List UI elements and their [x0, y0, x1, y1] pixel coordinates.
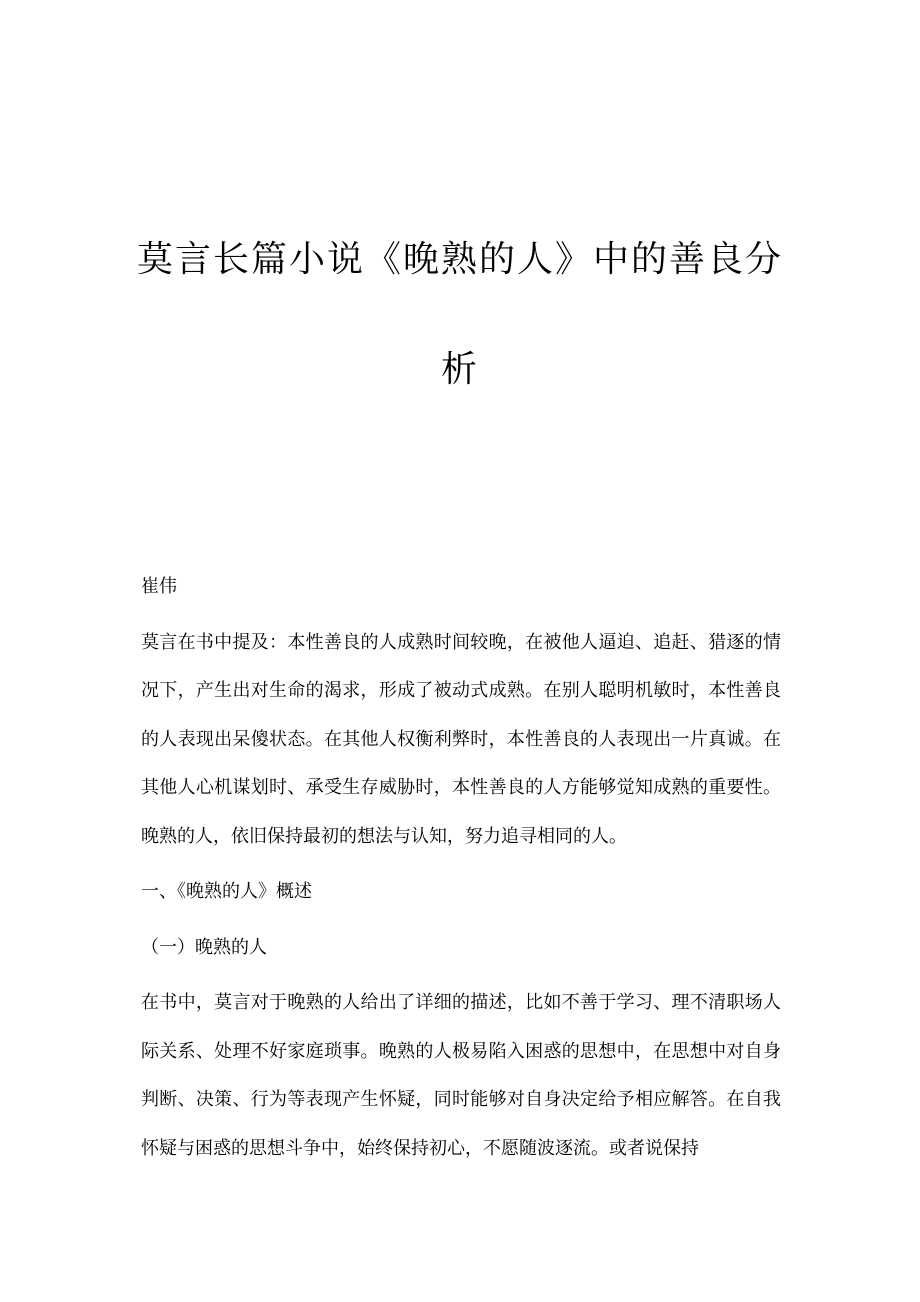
author-name: 崔伟 — [141, 576, 177, 597]
document-body — [141, 563, 781, 1180]
abstract-paragraph: 莫言在书中提及：本性善良的人成熟时间较晚，在被他人逼迫、追赶、猎逐的情况下，产生出对生命的渴求，形成了被动式成熟。在别人聪明机敏时，本性善良的人表现出呆傻状态。在其他人权衡利弊时，本性善良的人表现出一片真诚。在其他人心机谋划时、承受生存威胁时，本性善良的人方能够觉知成熟的重要性。晚熟的人，依旧保持最初的想法与认知，努力追寻相同的人。 — [141, 631, 781, 847]
section-heading: 一、《晚熟的人》概述 — [141, 881, 312, 902]
body-paragraph: 在书中，莫言对于晚熟的人给出了详细的描述，比如不善于学习、理不清职场人际关系、处理不好家庭琐事。晚熟的人极易陷入困惑的思想中，在思想中对自身判断、决策、行为等表现产生怀疑，同时能够对自身决定给予相应解答。在自我怀疑与困惑的思想斗争中，始终保持初心，不愿随波逐流。或者说保持 — [141, 992, 781, 1159]
title-line-1: 莫言长篇小说《晚熟的人》中的善良分 — [136, 239, 783, 280]
subsection-heading: （一）晚熟的人 — [141, 936, 267, 958]
title-line-2: 析 — [440, 349, 479, 390]
document-title — [120, 205, 800, 425]
